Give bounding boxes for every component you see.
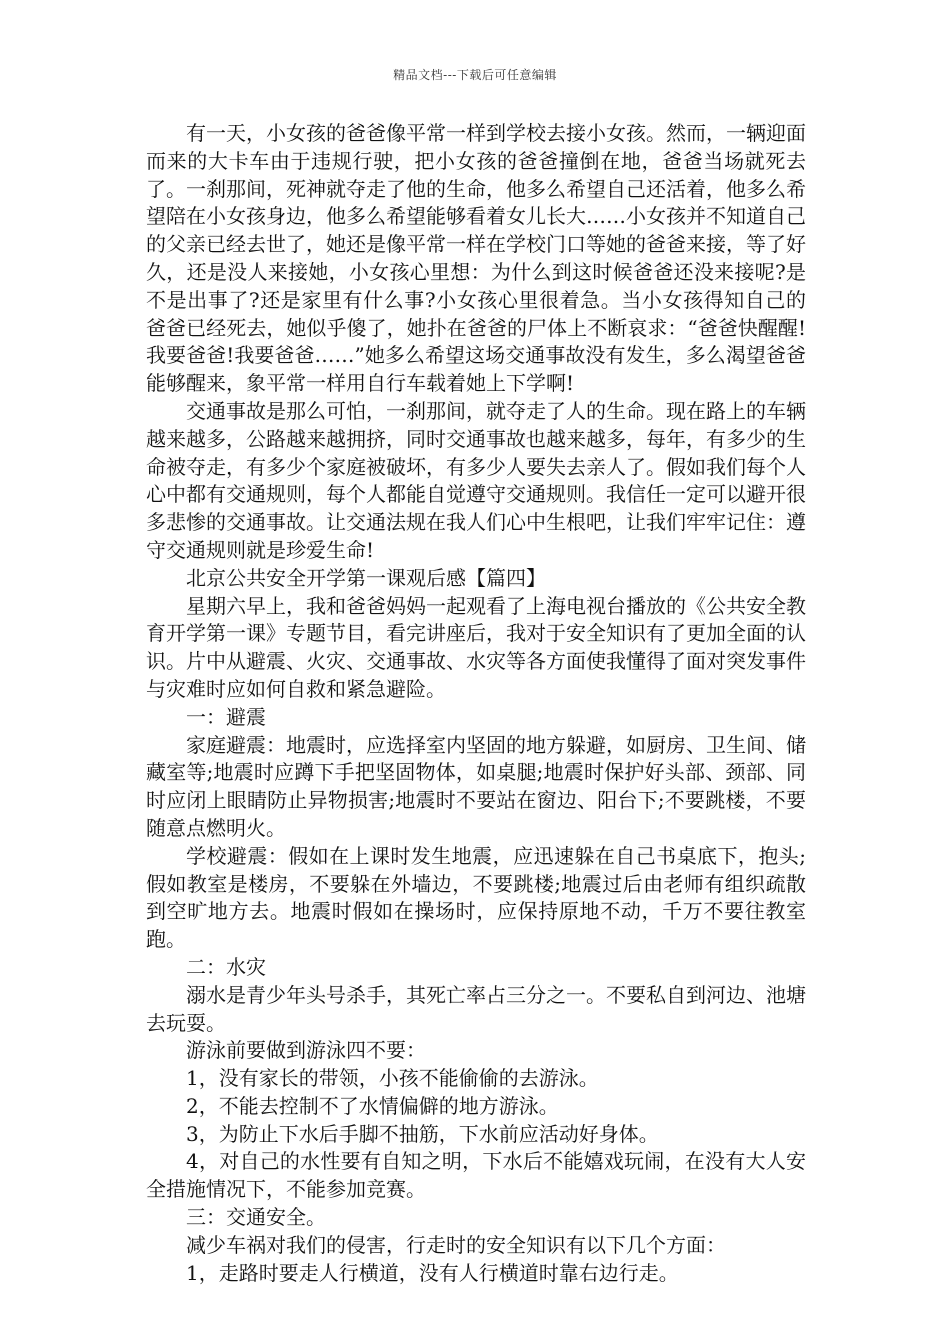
list-item: 2，不能去控制不了水情偏僻的地方游泳。: [186, 1093, 559, 1118]
paragraph: 星期六早上，我和爸爸妈妈一起观看了上海电视台播放的《公共安全教育开学第一课》专题节目，看完讲座后，我对于安全知识有了更加全面的认识。片中从避震、火灾、交通事故、水灾等各方面使我懂得了面对突发事件与灾难时应如何自救和紧急避险。: [146, 593, 806, 701]
paragraph: 学校避震：假如在上课时发生地震，应迅速躲在自己书桌底下，抱头;假如教室是楼房，不要躲在外墙边，不要跳楼;地震过后由老师有组织疏散到空旷地方去。地震时假如在操场时，应保持原地不动，千万不要往教室跑。: [146, 843, 806, 952]
paragraph: 家庭避震：地震时，应选择室内坚固的地方躲避，如厨房、卫生间、储藏室等;地震时应蹲下手把坚固物体，如桌腿;地震时保护好头部、颈部、同时应闭上眼睛防止异物损害;地震时不要站在窗边、阳台下;不要跳楼，不要随意点燃明火。: [146, 732, 806, 840]
paragraph: 有一天，小女孩的爸爸像平常一样到学校去接小女孩。然而，一辆迎面而来的大卡车由于违规行驶，把小女孩的爸爸撞倒在地，爸爸当场就死去了。一刹那间，死神就夺走了他的生命，他多么希望自己还活着，他多么希望陪在小女孩身边，他多么希望能够看着女儿长大……小女孩并不知道自己的父亲已经去世了，她还是像平常一样在学校门口等她的爸爸来接，等了好久，还是没人来接她，小女孩心里想：为什么到这时候爸爸还没来接呢?是不是出事了?还是家里有什么事?小女孩心里很着急。当小女孩得知自己的爸爸已经死去，她似乎傻了，她扑在爸爸的尸体上不断哀求：“爸爸快醒醒!我要爸爸!我要爸爸……”她多么希望这场交通事故没有发生，多么渴望爸爸能够醒来，象平常一样用自行车载着她上下学啊!: [146, 121, 806, 396]
section-heading: 北京公共安全开学第一课观后感【篇四】: [186, 565, 546, 590]
paragraph: 溺水是青少年头号杀手，其死亡率占三分之一。不要私自到河边、池塘去玩耍。: [146, 982, 806, 1035]
list-item: 4，对自己的水性要有自知之明，下水后不能嬉戏玩闹，在没有大人安全措施情况下，不能参加竞赛。: [146, 1149, 806, 1202]
paragraph: 交通事故是那么可怕，一刹那间，就夺走了人的生命。现在路上的车辆越来越多，公路越来越拥挤，同时交通事故也越来越多，每年，有多少的生命被夺走，有多少个家庭被破坏，有多少人要失去亲人了。假如我们每个人心中都有交通规则，每个人都能自觉遵守交通规则。我信任一定可以避开很多悲惨的交通事故。让交通法规在我人们心中生根吧，让我们牢牢记住：遵守交通规则就是珍爱生命!: [146, 398, 806, 562]
subheading: 二：水灾: [186, 954, 266, 979]
subheading: 三：交通安全。: [186, 1205, 326, 1230]
paragraph: 减少车祸对我们的侵害，行走时的安全知识有以下几个方面：: [186, 1232, 726, 1257]
paragraph: 游泳前要做到游泳四不要：: [186, 1038, 426, 1063]
page-header: 精品文档---下载后可任意编辑: [393, 68, 557, 82]
subheading: 一：避震: [186, 704, 266, 729]
list-item: 3，为防止下水后手脚不抽筋，下水前应活动好身体。: [186, 1121, 659, 1146]
list-item: 1，走路时要走人行横道，没有人行横道时靠右边行走。: [186, 1260, 679, 1285]
list-item: 1，没有家长的带领，小孩不能偷偷的去游泳。: [186, 1066, 599, 1091]
document-body: [146, 120, 806, 1287]
